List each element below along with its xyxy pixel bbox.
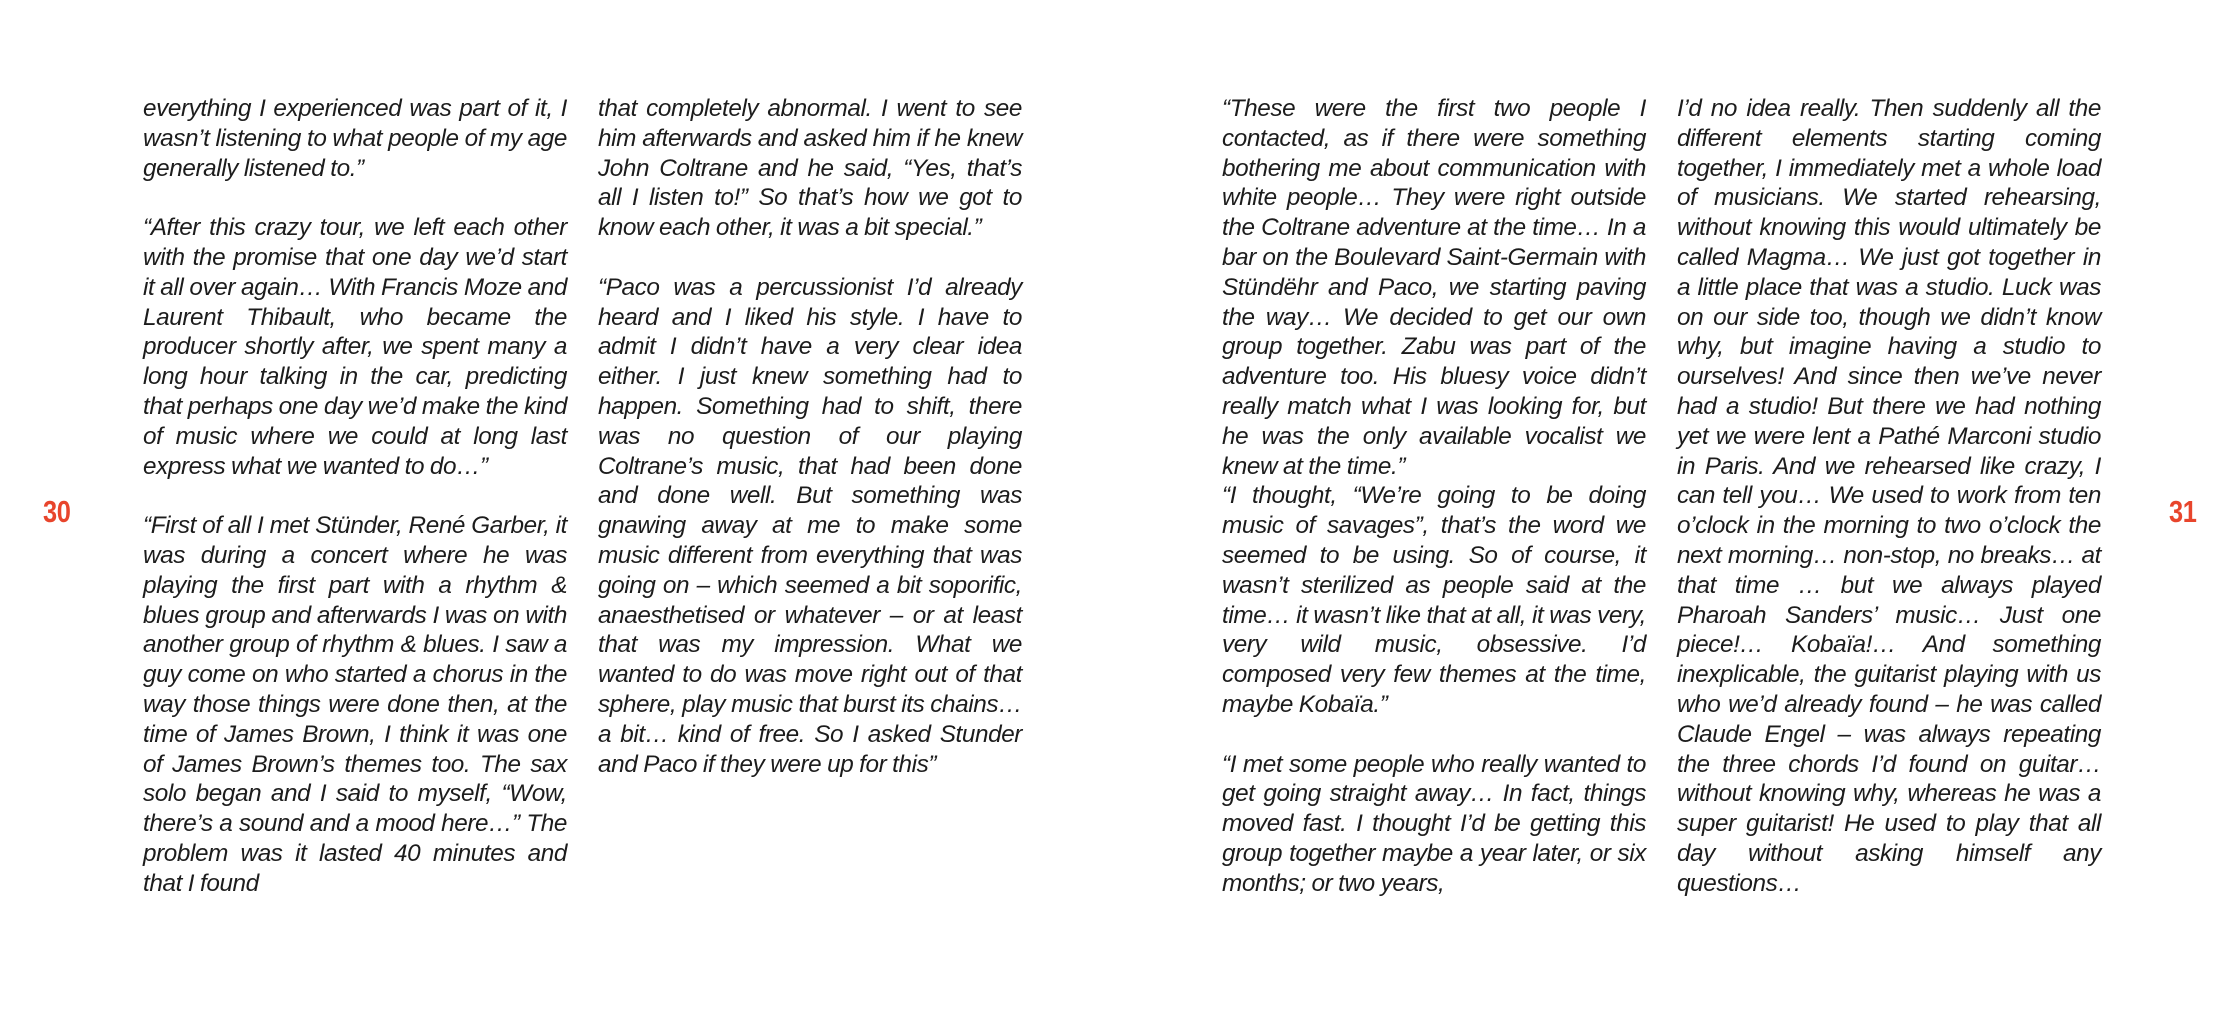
paragraph: “I thought, “We’re going to be doing music of savages”, that’s the word we seemed to be using. So of course, it wasn’t sterilized as people said at the time… it wasn’t like that at all, it was very, very wild music, obsessive. I’d composed very few themes at the time, maybe Kobaïa.” xyxy=(1222,482,1646,718)
paragraph: “Paco was a percussionist I’d already heard and I liked his style. I have to admit I didn’t have a very clear idea either. I just knew something had to happen. Something had to shift, there was no question of our playing Coltrane’s music, that had been done and done well. But something was gnawing away at me to make some music different from everything that was going on – which seemed a bit soporific, anaesthetised or whatever – or at least that was my impression. What we wanted to do was move right out of that sphere, play music that burst its chains… a bit… kind of free. So I asked Stunder and Paco if they were up for this” xyxy=(598,273,1022,778)
paragraph: everything I experienced was part of it, I wasn’t listening to what people of my age generally listened to.” xyxy=(143,95,567,182)
paragraph: “First of all I met Stünder, René Garber, it was during a concert where he was playing the first part with a rhythm & blues group and afterwards I was on with another group of rhythm & blues. I saw a guy come on who started a chorus in the way those things were done then, at the time of James Brown, I think it was one of James Brown’s themes too. The sax solo began and I said to myself, “Wow, there’s a sound and a mood here…” The problem was it lasted 40 minutes and that I found xyxy=(143,512,567,897)
page-number-right: 31 xyxy=(2169,494,2197,529)
right-page-column-2 xyxy=(1677,94,2101,899)
right-page-column-1 xyxy=(1222,94,1646,899)
paragraph: “After this crazy tour, we left each other with the promise that one day we’d start it all over again… With Francis Moze and Laurent Thibault, who became the producer shortly after, we spent many a long hour talking in the car, predicting that perhaps one day we’d make the kind of music where we could at long last express what we wanted to do…” xyxy=(143,214,567,480)
paragraph: “I met some people who really wanted to get going straight away… In fact, things moved fast. I thought I’d be getting this group together maybe a year later, or six months; or two years, xyxy=(1222,750,1646,897)
paragraph: that completely abnormal. I went to see him afterwards and asked him if he knew John Coltrane and he said, “Yes, that’s all I listen to!” So that’s how we got to know each other, it was a bit special.” xyxy=(598,95,1022,242)
left-page-column-1 xyxy=(143,94,567,899)
paragraph: “These were the first two people I contacted, as if there were something bothering me about communication with white people… They were right outside the Coltrane adventure at the time… In a bar on the Boulevard Saint-Germain with Stündëhr and Paco, we starting paving the way… We decided to get our own group together. Zabu was part of the adventure too. His bluesy voice didn’t really match what I was looking for, but he was the only available vocalist we knew at the time.” xyxy=(1222,95,1646,480)
paragraph: I’d no idea really. Then suddenly all the different elements starting coming together, I immediately met a whole load of musicians. We started rehearsing, without knowing this would ultimately be called Magma… We just got together in a little place that was a studio. Luck was on our side too, though we didn’t know why, but imagine having a studio to ourselves! And since then we’ve never had a studio! But there we had nothing yet we were lent a Pathé Marconi studio in Paris. And we rehearsed like crazy, I can tell you… We used to work from ten o’clock in the morning to two o’clock the next morning… non-stop, no breaks… at that time … but we always played Pharoah Sanders’ music… Just one piece!… Kobaïa!… And something inexplicable, the guitarist playing with us who we’d already found – he was called Claude Engel – was always repeating the three chords I’d found on guitar… without knowing why, whereas he was a super guitarist! He used to play that all day without asking himself any questions… xyxy=(1677,95,2101,897)
left-page-column-2 xyxy=(598,94,1022,779)
page-number-left: 30 xyxy=(43,494,71,529)
